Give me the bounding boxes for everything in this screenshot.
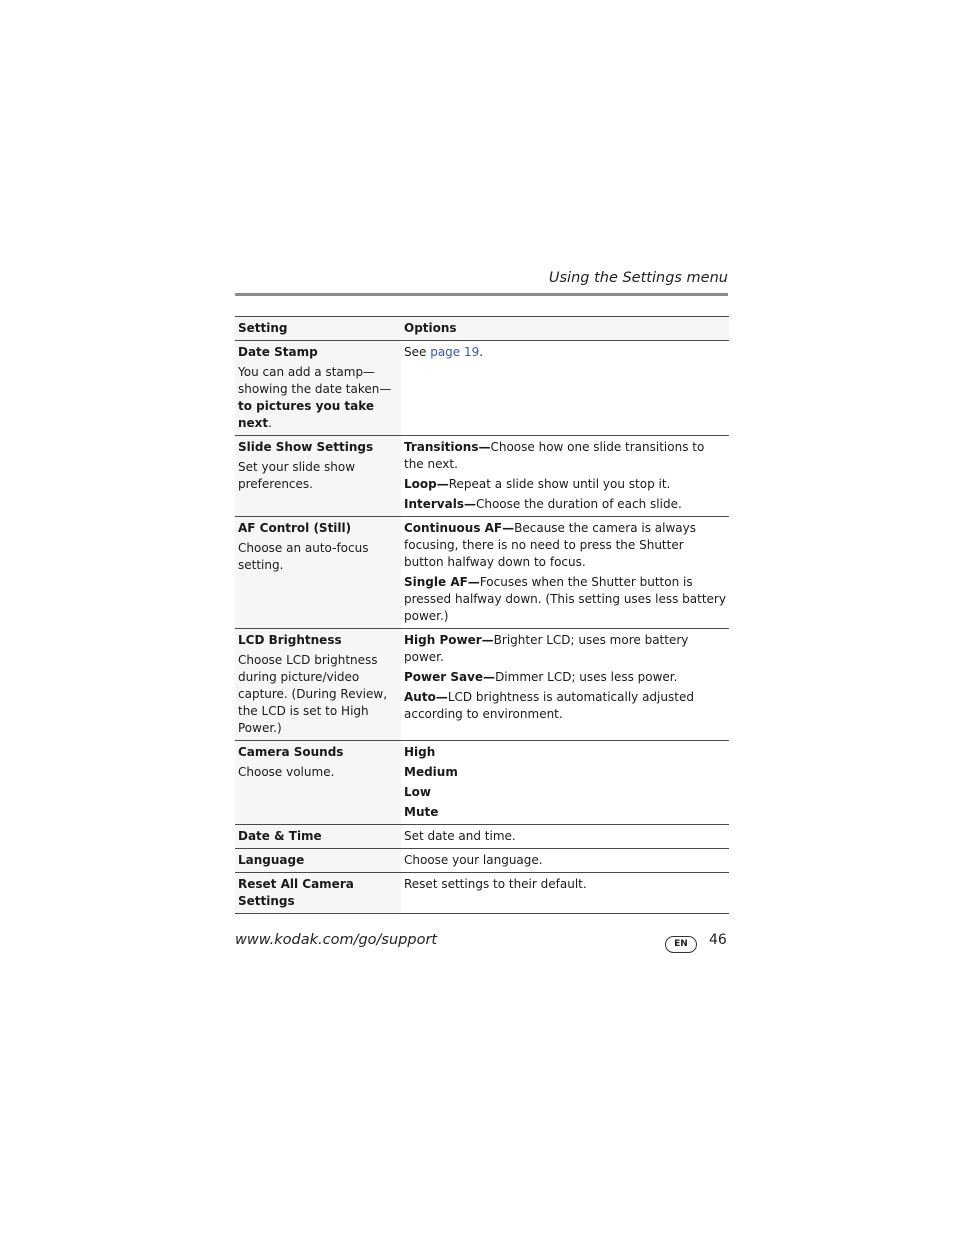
setting-description: Choose an auto-focus setting. bbox=[238, 541, 369, 572]
setting-name: LCD Brightness bbox=[238, 633, 342, 647]
page-link[interactable]: page 19 bbox=[430, 345, 480, 359]
setting-cell bbox=[235, 741, 401, 825]
option-label: Transitions— bbox=[404, 440, 491, 454]
option-label: Medium bbox=[404, 765, 458, 779]
setting-name: Slide Show Settings bbox=[238, 440, 374, 454]
column-header-options: Options bbox=[401, 317, 729, 341]
option-item bbox=[404, 476, 726, 493]
page-header-title: Using the Settings menu bbox=[548, 270, 728, 286]
setting-description: Choose LCD brightness during picture/video capture. (During Review, the LCD is set to High Power.) bbox=[238, 653, 388, 735]
table-row bbox=[235, 849, 729, 873]
setting-name: Camera Sounds bbox=[238, 745, 344, 759]
setting-cell bbox=[235, 517, 401, 629]
options-cell bbox=[401, 436, 729, 517]
table-row bbox=[235, 873, 729, 914]
option-label: Low bbox=[404, 785, 431, 799]
option-item bbox=[404, 496, 726, 513]
option-label: High bbox=[404, 745, 436, 759]
table-row bbox=[235, 517, 729, 629]
language-badge: EN bbox=[665, 936, 697, 953]
option-text: Set date and time. bbox=[404, 829, 516, 843]
option-item bbox=[404, 804, 726, 821]
setting-cell bbox=[235, 341, 401, 436]
option-text-end: . bbox=[479, 345, 484, 359]
option-label: Loop— bbox=[404, 477, 449, 491]
setting-description-emphasis: to pictures you take next bbox=[238, 399, 375, 430]
option-text: Brighter LCD; uses more battery power. bbox=[404, 633, 689, 664]
setting-description-text: You can add a stamp—showing the date taken— bbox=[238, 365, 392, 396]
option-label: Intervals— bbox=[404, 497, 476, 511]
setting-name: Reset All Camera Settings bbox=[238, 877, 354, 908]
setting-name: Date Stamp bbox=[238, 345, 318, 359]
option-text: Choose the duration of each slide. bbox=[475, 497, 682, 511]
option-text: LCD brightness is automatically adjusted according to environment. bbox=[404, 690, 694, 721]
option-item bbox=[404, 574, 726, 625]
options-cell bbox=[401, 629, 729, 741]
header-rule bbox=[235, 293, 728, 296]
option-label: High Power— bbox=[404, 633, 494, 647]
support-url[interactable]: www.kodak.com/go/support bbox=[235, 932, 438, 948]
option-text: Dimmer LCD; uses less power. bbox=[495, 670, 678, 684]
option-item bbox=[404, 439, 726, 473]
table-row bbox=[235, 341, 729, 436]
option-item bbox=[404, 689, 726, 723]
option-label: Single AF— bbox=[404, 575, 480, 589]
options-cell bbox=[401, 873, 729, 914]
setting-description-end: . bbox=[268, 416, 272, 430]
option-item bbox=[404, 764, 726, 781]
setting-cell bbox=[235, 629, 401, 741]
settings-table bbox=[235, 316, 729, 914]
options-cell bbox=[401, 849, 729, 873]
option-item bbox=[404, 744, 726, 761]
option-text: Repeat a slide show until you stop it. bbox=[448, 477, 671, 491]
setting-description: Choose volume. bbox=[238, 765, 335, 779]
option-item bbox=[404, 520, 726, 571]
setting-cell bbox=[235, 436, 401, 517]
option-text: Reset settings to their default. bbox=[404, 877, 587, 891]
options-cell bbox=[401, 341, 729, 436]
table-row bbox=[235, 825, 729, 849]
option-item bbox=[404, 784, 726, 801]
table-header-row bbox=[235, 317, 729, 341]
page-number: 46 bbox=[709, 932, 727, 948]
option-text: Because the camera is always focusing, there is no need to press the Shutter button halfway down to focus. bbox=[404, 521, 696, 569]
options-cell bbox=[401, 517, 729, 629]
setting-cell bbox=[235, 873, 401, 914]
setting-cell bbox=[235, 825, 401, 849]
option-label: Mute bbox=[404, 805, 439, 819]
option-label: Continuous AF— bbox=[404, 521, 515, 535]
setting-description bbox=[238, 364, 398, 432]
options-cell bbox=[401, 741, 729, 825]
option-label: Auto— bbox=[404, 690, 448, 704]
setting-name: Language bbox=[238, 853, 305, 867]
option-item bbox=[404, 669, 726, 686]
options-cell bbox=[401, 825, 729, 849]
setting-name: AF Control (Still) bbox=[238, 521, 352, 535]
setting-cell bbox=[235, 849, 401, 873]
option-item bbox=[404, 344, 726, 361]
table-row bbox=[235, 436, 729, 517]
table-row bbox=[235, 629, 729, 741]
setting-name: Date & Time bbox=[238, 829, 322, 843]
setting-description: Set your slide show preferences. bbox=[238, 460, 356, 491]
option-text: See bbox=[404, 345, 431, 359]
option-text: Choose how one slide transitions to the next. bbox=[404, 440, 705, 471]
option-label: Power Save— bbox=[404, 670, 496, 684]
option-text: Choose your language. bbox=[404, 853, 543, 867]
option-text: Focuses when the Shutter button is pressed halfway down. (This setting uses less battery power.) bbox=[404, 575, 726, 623]
option-item bbox=[404, 632, 726, 666]
table-row bbox=[235, 741, 729, 825]
column-header-setting: Setting bbox=[235, 317, 401, 341]
